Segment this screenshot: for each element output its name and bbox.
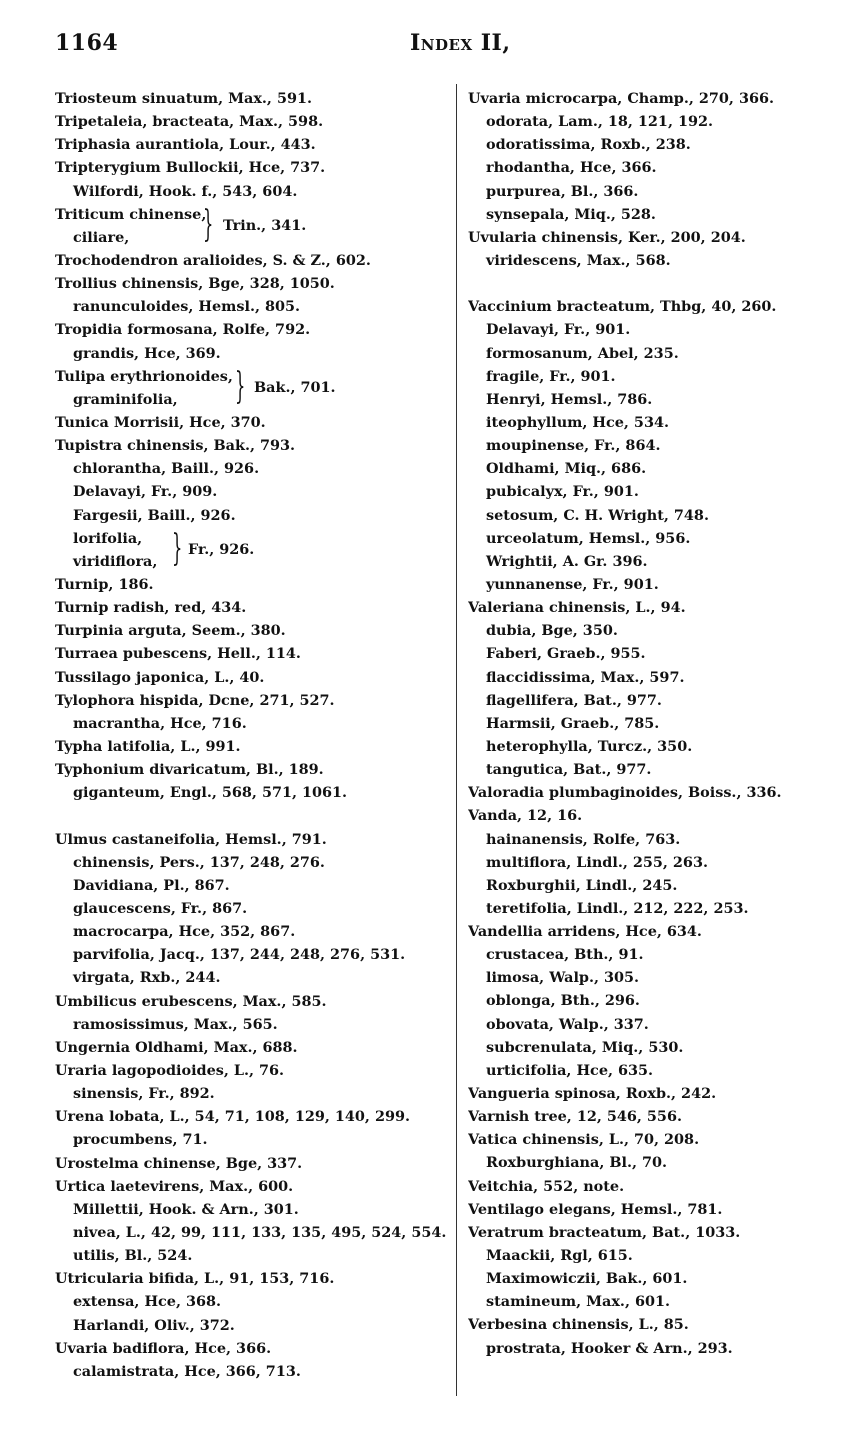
- index-subentry: pubicalyx, Fr., 901.: [486, 483, 639, 501]
- index-subentry: purpurea, Bl., 366.: [486, 182, 639, 200]
- index-entry: Turnip radish, red, 434.: [55, 599, 247, 617]
- index-subentry: rhodantha, Hce, 366.: [486, 159, 657, 177]
- index-subentry: ranunculoides, Hemsl., 805.: [73, 298, 301, 316]
- index-entry: Tunica Morrisii, Hce, 370.: [55, 414, 266, 431]
- page-number: 1164: [55, 30, 119, 56]
- index-subentry: parvifolia, Jacq., 137, 244, 248, 276, 531.: [73, 946, 406, 964]
- index-subentry: flagellifera, Bat., 977.: [486, 691, 662, 709]
- bracket-group-tulipa: [55, 365, 450, 411]
- index-subentry: Faberi, Graeb., 955.: [486, 645, 646, 663]
- index-subentry: Henryi, Hemsl., 786.: [486, 390, 653, 408]
- index-subentry: odorata, Lam., 18, 121, 192.: [486, 113, 714, 131]
- index-subentry: grandis, Hce, 369.: [73, 344, 221, 362]
- brace-icon: }: [172, 527, 183, 569]
- index-entry: Urostelma chinense, Bge, 337.: [55, 1154, 303, 1172]
- index-subentry: nivea, L., 42, 99, 111, 133, 135, 495, 524, 554.: [73, 1223, 447, 1241]
- index-subentry: synsepala, Miq., 528.: [486, 205, 656, 223]
- index-subentry: chinensis, Pers., 137, 248, 276.: [73, 853, 325, 871]
- index-subentry: extensa, Hce, 368.: [73, 1293, 222, 1311]
- index-subentry: Roxburghiana, Bl., 70.: [486, 1154, 668, 1172]
- bracket-authority: Bak., 701.: [254, 379, 336, 397]
- index-entry: Urena lobata, L., 54, 71, 108, 129, 140, 299.: [55, 1108, 410, 1126]
- index-entry: Ulmus castaneifolia, Hemsl., 791.: [55, 830, 327, 848]
- index-subentry: Harmsii, Graeb., 785.: [486, 714, 660, 732]
- index-entry: Valoradia plumbaginoides, Boiss., 336.: [468, 784, 782, 802]
- index-entry: Tripetaleia, bracteata, Max., 598.: [55, 113, 324, 131]
- index-subentry: viridescens, Max., 568.: [486, 251, 671, 269]
- index-entry: Valeriana chinensis, L., 94.: [468, 599, 686, 617]
- index-entry: Tripterygium Bullockii, Hce, 737.: [55, 159, 326, 177]
- bracket-group-lorifolia: [55, 527, 450, 573]
- index-subentry: urceolatum, Hemsl., 956.: [486, 529, 691, 547]
- index-subentry: Maximowiczii, Bak., 601.: [486, 1270, 688, 1288]
- index-subentry: crustacea, Bth., 91.: [486, 946, 644, 964]
- index-entry: Veratrum bracteatum, Bat., 1033.: [468, 1223, 741, 1241]
- index-subentry: Wilfordi, Hook. f., 543, 604.: [73, 182, 298, 200]
- index-subentry: calamistrata, Hce, 366, 713.: [73, 1362, 301, 1380]
- index-subentry: tangutica, Bat., 977.: [486, 761, 652, 779]
- index-entry: Trollius chinensis, Bge, 328, 1050.: [55, 275, 335, 293]
- index-entry: Uvularia chinensis, Ker., 200, 204.: [468, 228, 746, 246]
- index-entry: Uvaria badiflora, Hce, 366.: [55, 1339, 272, 1357]
- index-subentry: utilis, Bl., 524.: [73, 1247, 193, 1265]
- index-entry: Verbesina chinensis, L., 85.: [468, 1316, 689, 1334]
- index-subentry: virgata, Rxb., 244.: [73, 969, 221, 987]
- index-subentry: Fargesii, Baill., 926.: [73, 506, 236, 524]
- index-subentry: iteophyllum, Hce, 534.: [486, 413, 669, 431]
- index-subentry: odoratissima, Roxb., 238.: [486, 136, 691, 154]
- index-entry: Triticum chinense,: [55, 205, 207, 223]
- index-subentry: yunnanense, Fr., 901.: [486, 575, 659, 593]
- index-subentry: formosanum, Abel, 235.: [486, 344, 679, 362]
- index-entry: Tulipa erythrionoides,: [55, 367, 233, 385]
- index-subentry: stamineum, Max., 601.: [486, 1293, 671, 1311]
- index-subentry: oblonga, Bth., 296.: [486, 992, 640, 1010]
- bracket-authority: Fr., 926.: [188, 541, 255, 559]
- index-subentry: teretifolia, Lindl., 212, 222, 253.: [486, 899, 749, 917]
- index-entry: Varnish tree, 12, 546, 556.: [468, 1108, 682, 1126]
- index-subentry: giganteum, Engl., 568, 571, 1061.: [73, 784, 348, 802]
- page-header: Index II,: [410, 30, 511, 56]
- index-entry: Triphasia aurantiola, Lour., 443.: [55, 136, 316, 154]
- index-entry: Triosteum sinuatum, Max., 591.: [55, 90, 313, 107]
- index-subentry: Maackii, Rgl, 615.: [486, 1247, 633, 1265]
- index-subentry: ramosissimus, Max., 565.: [73, 1015, 278, 1033]
- index-entry: ciliare,: [73, 228, 130, 246]
- index-subentry: Millettii, Hook. & Arn., 301.: [73, 1200, 299, 1218]
- index-entry: Turnip, 186.: [55, 576, 154, 593]
- index-subentry: hainanensis, Rolfe, 763.: [486, 830, 681, 848]
- index-entry: Turpinia arguta, Seem., 380.: [55, 622, 286, 640]
- index-subentry: Roxburghii, Lindl., 245.: [486, 876, 678, 894]
- index-subentry: urticifolia, Hce, 635.: [486, 1061, 654, 1079]
- index-subentry: Wrightii, A. Gr. 396.: [486, 552, 648, 570]
- index-entry: Ventilago elegans, Hemsl., 781.: [468, 1200, 723, 1218]
- index-subentry: Delavayi, Fr., 909.: [73, 483, 218, 501]
- index-subentry: flaccidissima, Max., 597.: [486, 668, 685, 686]
- index-subentry: sinensis, Fr., 892.: [73, 1085, 215, 1103]
- index-entry: Ungernia Oldhami, Max., 688.: [55, 1038, 298, 1056]
- index-subentry: setosum, C. H. Wright, 748.: [486, 506, 709, 524]
- index-entry: Typha latifolia, L., 991.: [55, 737, 241, 755]
- index-subentry: procumbens, 71.: [73, 1131, 208, 1149]
- index-subentry: moupinense, Fr., 864.: [486, 437, 661, 455]
- index-entry: Vaccinium bracteatum, Thbg, 40, 260.: [468, 298, 777, 316]
- index-entry: Typhonium divaricatum, Bl., 189.: [55, 761, 324, 779]
- index-subentry: limosa, Walp., 305.: [486, 969, 640, 987]
- index-entry: Tussilago japonica, L., 40.: [55, 668, 265, 686]
- index-entry: Trochodendron aralioides, S. & Z., 602.: [55, 252, 371, 269]
- index-entry: Utricularia bifida, L., 91, 153, 716.: [55, 1270, 335, 1288]
- index-subentry: multiflora, Lindl., 255, 263.: [486, 853, 708, 871]
- index-subentry: Oldhami, Miq., 686.: [486, 460, 647, 478]
- index-entry: Umbilicus erubescens, Max., 585.: [55, 992, 327, 1010]
- index-entry: Uvaria microcarpa, Champ., 270, 366.: [468, 90, 774, 107]
- index-entry: Vandellia arridens, Hce, 634.: [468, 923, 702, 941]
- index-subentry: obovata, Walp., 337.: [486, 1015, 649, 1033]
- index-entry: graminifolia,: [73, 390, 178, 408]
- index-entry: Urtica laetevirens, Max., 600.: [55, 1177, 294, 1195]
- index-subentry: Davidiana, Pl., 867.: [73, 876, 230, 894]
- index-subentry: fragile, Fr., 901.: [486, 367, 616, 385]
- index-subentry: dubia, Bge, 350.: [486, 622, 618, 640]
- index-subentry: heterophylla, Turcz., 350.: [486, 737, 693, 755]
- section-gap: [468, 272, 840, 295]
- index-subentry: Delavayi, Fr., 901.: [486, 321, 631, 339]
- section-gap: [55, 804, 450, 827]
- index-subentry: subcrenulata, Miq., 530.: [486, 1038, 684, 1056]
- index-entry: Uraria lagopodioides, L., 76.: [55, 1061, 285, 1079]
- index-entry: Tropidia formosana, Rolfe, 792.: [55, 321, 311, 339]
- index-entry: Tupistra chinensis, Bak., 793.: [55, 437, 296, 455]
- index-subentry: chlorantha, Baill., 926.: [73, 460, 260, 478]
- index-entry: lorifolia,: [73, 529, 143, 547]
- bracket-authority: Trin., 341.: [223, 217, 307, 235]
- index-subentry: prostrata, Hooker & Arn., 293.: [486, 1339, 733, 1357]
- index-entry: Veitchia, 552, note.: [468, 1177, 625, 1195]
- index-subentry: macrantha, Hce, 716.: [73, 714, 247, 732]
- brace-icon: }: [203, 203, 214, 245]
- index-entry: Vangueria spinosa, Roxb., 242.: [468, 1085, 717, 1103]
- index-subentry: Harlandi, Oliv., 372.: [73, 1316, 235, 1334]
- index-entry: Turraea pubescens, Hell., 114.: [55, 645, 301, 663]
- bracket-group-triticum: [55, 203, 450, 249]
- index-entry: Tylophora hispida, Dcne, 271, 527.: [55, 691, 335, 709]
- index-subentry: macrocarpa, Hce, 352, 867.: [73, 923, 296, 941]
- index-column-right: [468, 87, 840, 1360]
- index-column-left: [55, 87, 450, 1383]
- index-entry: Vatica chinensis, L., 70, 208.: [468, 1131, 700, 1149]
- index-entry: viridiflora,: [73, 552, 158, 570]
- index-entry: Vanda, 12, 16.: [468, 807, 583, 825]
- index-subentry: glaucescens, Fr., 867.: [73, 899, 248, 917]
- column-rule: [456, 84, 457, 1396]
- brace-icon: }: [235, 365, 246, 407]
